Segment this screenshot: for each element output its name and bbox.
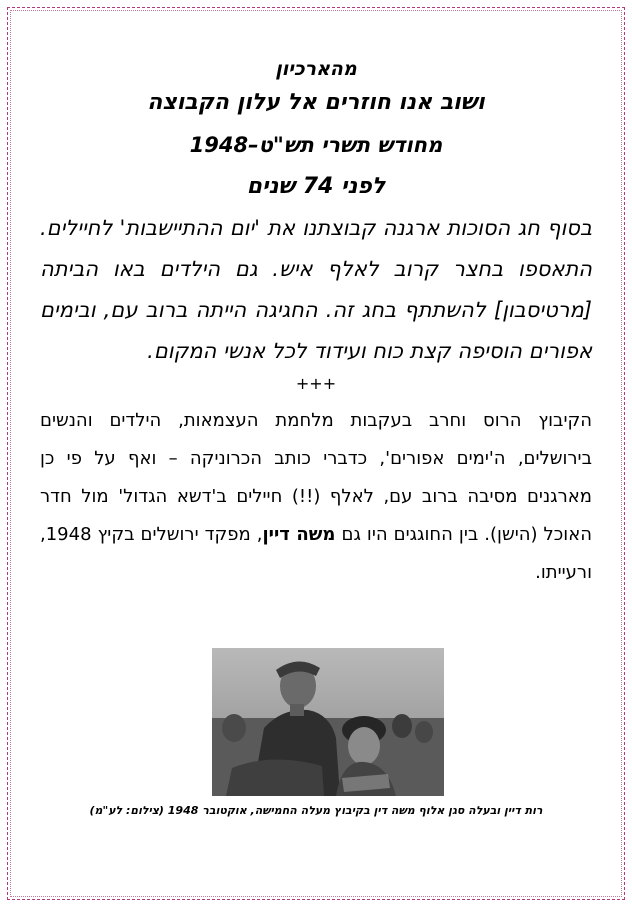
paragraph-1: בסוף חג הסוכות ארגנה קבוצתנו את 'יום ההתיישבות' לחיילים. התאספו בחצר קרוב לאלף איש. גם הילדים באו הביתה [מרטיסבון] להשתתף בחג זה. החגיגה הייתה ברוב עם, ובימים אפורים הוסיפה קצת כוח ועידוד לכל אנשי המקום. [40, 216, 592, 363]
article-title: ושוב אנו חוזרים אל עלון הקבוצה [147, 90, 485, 115]
paragraph-2 [40, 402, 592, 592]
photo-caption: רות דיין ובעלה סגן אלוף משה דין בקיבוץ מעלה החמישה, אוקטובר 1948 (צילום: לע"מ) [89, 804, 543, 817]
date-line: מחודש תשרי תש"ט–1948 [189, 133, 443, 157]
years-ago: לפני 74 שנים [246, 174, 386, 199]
archive-heading: מהארכיון [275, 58, 357, 80]
paragraph-2-text: הקיבוץ הרוס וחרב בעקבות מלחמת העצמאות, הילדים והנשים בירושלים, ה'ימים אפורים', כדברי כותב הכרוניקה – ואף על פי כן מארגנים מסיבה ברוב עם, לאלף (!!) חיילים ב'דשא הגדול' מול חדר האוכל (הישן). בין החוגגים היו גם [40, 410, 592, 545]
photo-illustration [212, 648, 444, 796]
article [40, 54, 592, 592]
person-name: משה דיין [262, 524, 336, 545]
separator: +++ [295, 374, 337, 393]
historical-photo [212, 648, 444, 796]
paragraph-2-text-end: , מפקד ירושלים בקיץ 1948, ורעייתו. [40, 524, 592, 583]
